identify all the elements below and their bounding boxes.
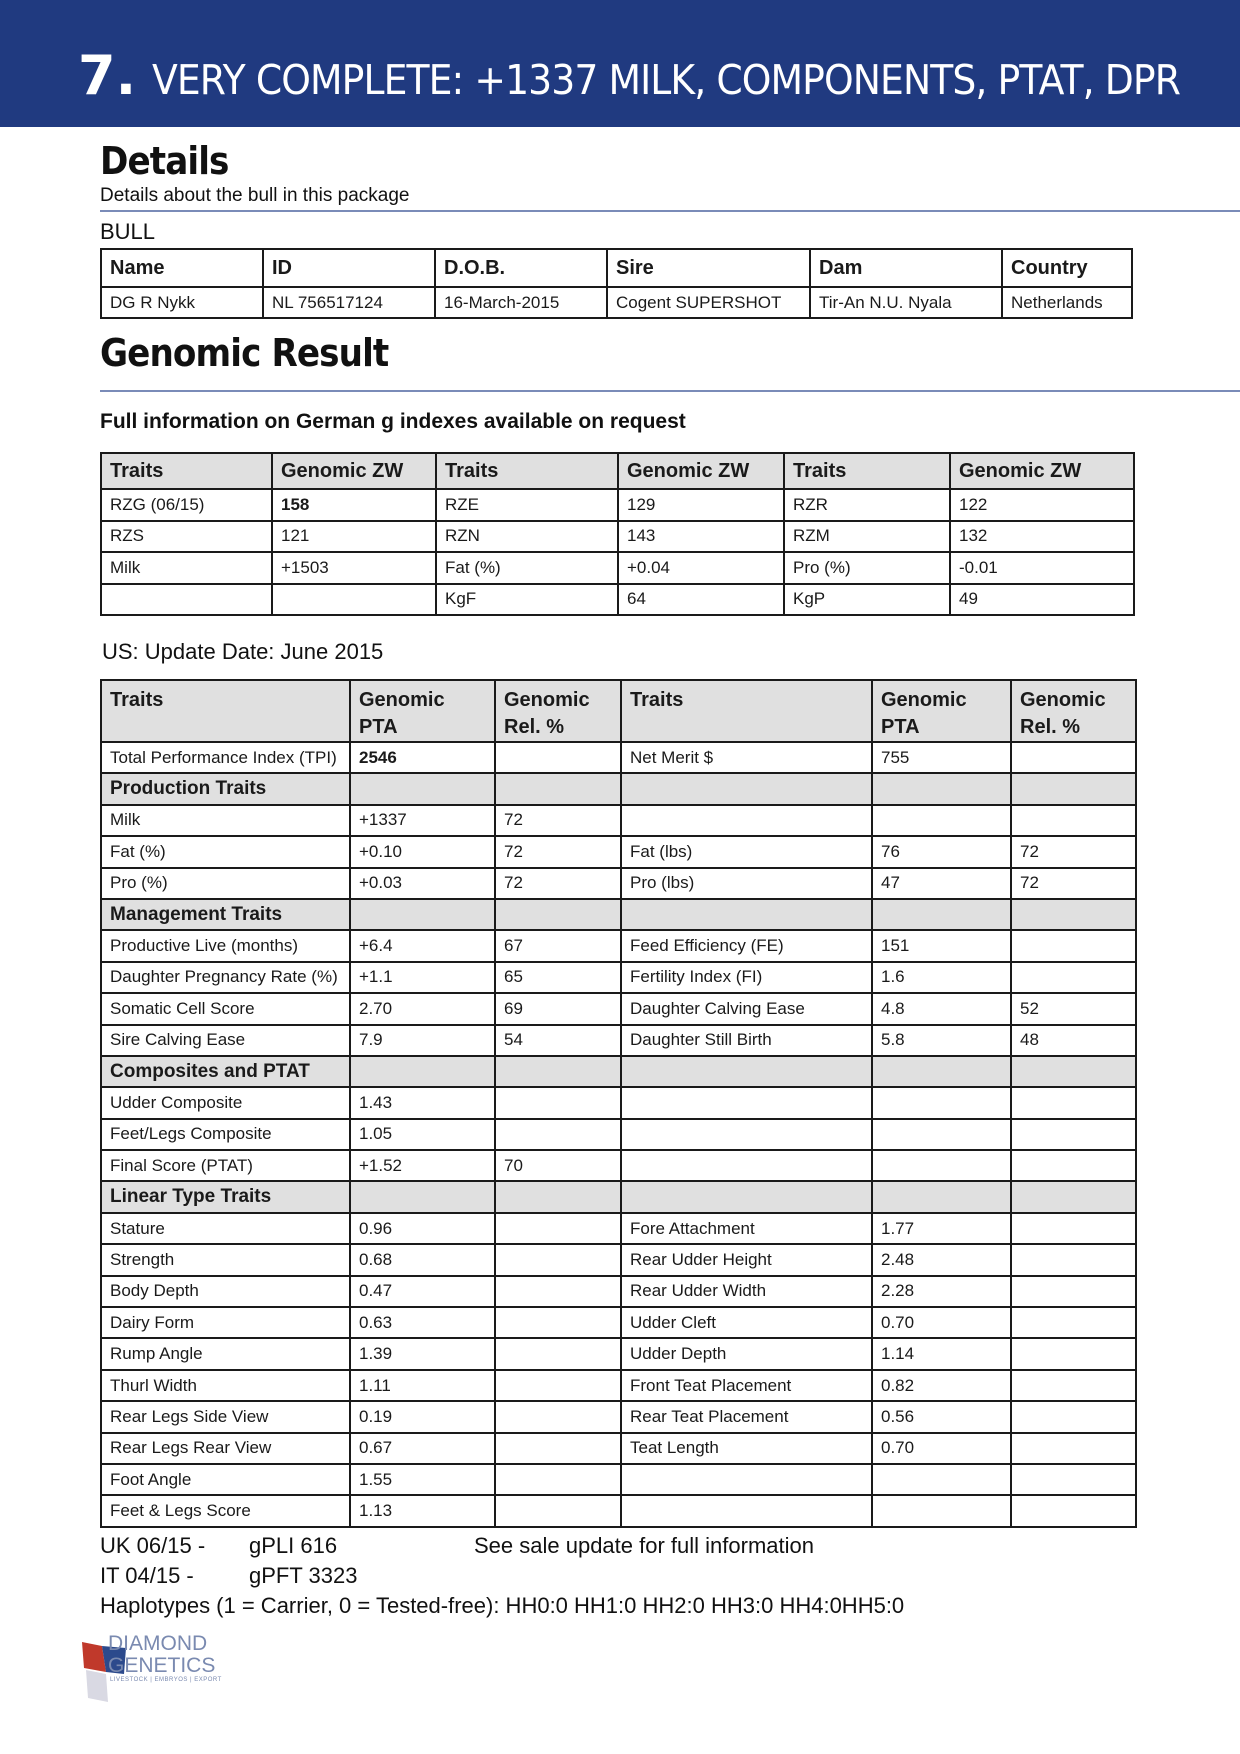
table-cell: RZN (436, 521, 618, 553)
table-cell: 1.43 (350, 1087, 495, 1118)
table-row (101, 836, 1136, 867)
table-cell: Daughter Pregnancy Rate (%) (101, 962, 350, 993)
table-cell (495, 1401, 621, 1432)
table-row (101, 1495, 1136, 1526)
details-subheading: Details about the bull in this package (100, 185, 410, 206)
table-cell (872, 1464, 1011, 1495)
table-cell (1011, 1464, 1136, 1495)
table-cell: Stature (101, 1213, 350, 1244)
bull-header-name: Name (101, 249, 263, 287)
table-cell: RZM (784, 521, 950, 553)
table-cell: 1.77 (872, 1213, 1011, 1244)
table-cell: 54 (495, 1025, 621, 1056)
table-cell (350, 1056, 495, 1087)
bull-table-row (101, 287, 1132, 318)
table-cell: Udder Cleft (621, 1307, 872, 1338)
table-row (101, 1150, 1136, 1181)
table-cell: 0.56 (872, 1401, 1011, 1432)
us-header: Traits (101, 680, 350, 742)
table-row (101, 489, 1134, 521)
table-cell (495, 1087, 621, 1118)
table-cell: Production Traits (101, 773, 350, 804)
table-cell: Milk (101, 552, 272, 584)
table-cell: -0.01 (950, 552, 1134, 584)
table-cell: +0.04 (618, 552, 784, 584)
table-cell: +1.1 (350, 962, 495, 993)
haplotypes: Haplotypes (1 = Carrier, 0 = Tested-free): HH0:0 HH1:0 HH2:0 HH3:0 HH4:0HH5:0 (100, 1593, 905, 1618)
table-cell: 143 (618, 521, 784, 553)
table-cell: Productive Live (months) (101, 930, 350, 961)
table-cell: 2.70 (350, 993, 495, 1024)
table-cell (621, 1464, 872, 1495)
table-cell: 0.82 (872, 1370, 1011, 1401)
table-row (101, 552, 1134, 584)
table-cell: RZR (784, 489, 950, 521)
bull-dob: 16-March-2015 (435, 287, 607, 318)
table-cell: Sire Calving Ease (101, 1025, 350, 1056)
table-cell: Daughter Still Birth (621, 1025, 872, 1056)
logo-line1: DIAMOND (108, 1632, 208, 1655)
table-cell: 64 (618, 584, 784, 616)
table-cell: Fertility Index (FI) (621, 962, 872, 993)
table-cell: 121 (272, 521, 436, 553)
table-cell (621, 1495, 872, 1526)
table-cell (495, 899, 621, 930)
table-cell (1011, 1338, 1136, 1369)
bull-header-id: ID (263, 249, 435, 287)
table-cell: 122 (950, 489, 1134, 521)
table-cell (1011, 1244, 1136, 1275)
table-cell (872, 773, 1011, 804)
us-header: Genomic Rel. % (495, 680, 621, 742)
table-row (101, 1433, 1136, 1464)
table-row (101, 993, 1136, 1024)
table-cell: Milk (101, 805, 350, 836)
us-header: Traits (621, 680, 872, 742)
header-number: 7. (78, 44, 137, 107)
table-cell (495, 1433, 621, 1464)
table-cell: 0.47 (350, 1276, 495, 1307)
table-cell: 0.96 (350, 1213, 495, 1244)
details-heading: Details (100, 139, 229, 183)
table-cell: Linear Type Traits (101, 1181, 350, 1212)
table-cell: 1.6 (872, 962, 1011, 993)
table-cell: Feet/Legs Composite (101, 1119, 350, 1150)
table-cell: 72 (495, 805, 621, 836)
table-cell: 5.8 (872, 1025, 1011, 1056)
sale-note: See sale update for full information (474, 1533, 814, 1558)
table-cell: Thurl Width (101, 1370, 350, 1401)
table-cell: RZS (101, 521, 272, 553)
table-cell (872, 1087, 1011, 1118)
table-cell (101, 584, 272, 616)
bull-header-dam: Dam (810, 249, 1002, 287)
table-cell: 76 (872, 836, 1011, 867)
table-cell: 132 (950, 521, 1134, 553)
german-table-header-row (101, 453, 1134, 489)
table-row (101, 1370, 1136, 1401)
table-cell: +1337 (350, 805, 495, 836)
table-cell: Pro (lbs) (621, 868, 872, 899)
table-cell: 0.63 (350, 1307, 495, 1338)
table-cell (1011, 899, 1136, 930)
table-cell (621, 1150, 872, 1181)
table-cell: Udder Depth (621, 1338, 872, 1369)
table-cell (621, 773, 872, 804)
uk-value: gPLI 616 (249, 1533, 338, 1558)
table-cell (872, 899, 1011, 930)
de-header: Traits (101, 453, 272, 489)
bull-id: NL 756517124 (263, 287, 435, 318)
details-rule (100, 210, 1240, 212)
table-cell (1011, 1150, 1136, 1181)
table-cell: 1.13 (350, 1495, 495, 1526)
table-cell: Total Performance Index (TPI) (101, 742, 350, 773)
table-cell (872, 1056, 1011, 1087)
table-cell: Pro (%) (784, 552, 950, 584)
table-cell: 1.05 (350, 1119, 495, 1150)
table-cell: 1.11 (350, 1370, 495, 1401)
header-title: VERY COMPLETE: +1337 MILK, COMPONENTS, PTAT, DPR (152, 56, 1181, 104)
table-cell: Rear Legs Side View (101, 1401, 350, 1432)
table-cell: Dairy Form (101, 1307, 350, 1338)
table-row (101, 805, 1136, 836)
table-cell (1011, 930, 1136, 961)
table-cell: Rear Udder Height (621, 1244, 872, 1275)
table-cell: Somatic Cell Score (101, 993, 350, 1024)
table-cell (495, 1464, 621, 1495)
table-cell: 72 (495, 868, 621, 899)
genomic-heading: Genomic Result (100, 331, 389, 375)
table-cell: +6.4 (350, 930, 495, 961)
bull-label: BULL (100, 219, 156, 244)
table-cell (495, 1370, 621, 1401)
table-cell: Front Teat Placement (621, 1370, 872, 1401)
table-cell (1011, 1307, 1136, 1338)
bull-header-dob: D.O.B. (435, 249, 607, 287)
table-cell: Rear Teat Placement (621, 1401, 872, 1432)
german-note: Full information on German g indexes available on request (100, 410, 686, 433)
de-header: Traits (784, 453, 950, 489)
table-row (101, 521, 1134, 553)
table-cell: Fore Attachment (621, 1213, 872, 1244)
bull-header-sire: Sire (607, 249, 810, 287)
table-cell: Fat (%) (436, 552, 618, 584)
table-cell: Net Merit $ (621, 742, 872, 773)
table-cell (621, 805, 872, 836)
table-cell (1011, 1370, 1136, 1401)
table-cell: 70 (495, 1150, 621, 1181)
bull-name: DG R Nykk (101, 287, 263, 318)
table-row (101, 1464, 1136, 1495)
table-cell (621, 1056, 872, 1087)
table-cell: Strength (101, 1244, 350, 1275)
table-cell: Feet & Legs Score (101, 1495, 350, 1526)
table-cell: Foot Angle (101, 1464, 350, 1495)
table-cell: 47 (872, 868, 1011, 899)
table-cell: 52 (1011, 993, 1136, 1024)
table-row (101, 584, 1134, 616)
table-cell (1011, 1433, 1136, 1464)
table-cell (495, 773, 621, 804)
table-cell: 67 (495, 930, 621, 961)
logo-line2: GENETICS (108, 1654, 216, 1677)
us-header: Genomic Rel. % (1011, 680, 1136, 742)
table-row (101, 1025, 1136, 1056)
table-cell (621, 1119, 872, 1150)
table-cell: Body Depth (101, 1276, 350, 1307)
table-cell (872, 805, 1011, 836)
section-row (101, 899, 1136, 930)
bull-sire: Cogent SUPERSHOT (607, 287, 810, 318)
bull-header-country: Country (1002, 249, 1132, 287)
table-cell (1011, 1119, 1136, 1150)
uk-label: UK 06/15 - (100, 1533, 206, 1558)
table-cell: 72 (1011, 868, 1136, 899)
table-cell: 2546 (350, 742, 495, 773)
table-cell (495, 742, 621, 773)
logo-grey-shape (86, 1670, 108, 1702)
table-cell (495, 1119, 621, 1150)
us-header: Genomic PTA (350, 680, 495, 742)
table-cell: 2.28 (872, 1276, 1011, 1307)
us-table-header-row (101, 680, 1136, 742)
section-row (101, 1056, 1136, 1087)
de-header: Genomic ZW (618, 453, 784, 489)
table-cell: 0.68 (350, 1244, 495, 1275)
table-cell: +1.52 (350, 1150, 495, 1181)
section-row (101, 773, 1136, 804)
table-cell: +0.03 (350, 868, 495, 899)
table-cell (1011, 742, 1136, 773)
de-header: Traits (436, 453, 618, 489)
table-row (101, 1213, 1136, 1244)
table-cell: 48 (1011, 1025, 1136, 1056)
table-cell (495, 1338, 621, 1369)
us-genomic-table (100, 679, 1137, 1528)
section-row (101, 1181, 1136, 1212)
table-cell: +1503 (272, 552, 436, 584)
table-cell (1011, 1087, 1136, 1118)
de-header: Genomic ZW (272, 453, 436, 489)
bull-table-header-row (101, 249, 1132, 287)
table-cell: 0.70 (872, 1307, 1011, 1338)
table-cell (495, 1495, 621, 1526)
table-cell (1011, 1401, 1136, 1432)
it-label: IT 04/15 - (100, 1563, 194, 1588)
table-cell (1011, 1276, 1136, 1307)
table-cell (872, 1181, 1011, 1212)
table-row (101, 930, 1136, 961)
german-index-table (100, 452, 1135, 616)
table-cell (1011, 1056, 1136, 1087)
table-row (101, 1119, 1136, 1150)
table-cell: 72 (1011, 836, 1136, 867)
table-cell: Final Score (PTAT) (101, 1150, 350, 1181)
table-cell: Composites and PTAT (101, 1056, 350, 1087)
table-cell (1011, 805, 1136, 836)
table-cell: Fat (lbs) (621, 836, 872, 867)
bull-country: Netherlands (1002, 287, 1132, 318)
table-cell: 0.67 (350, 1433, 495, 1464)
table-cell: RZG (06/15) (101, 489, 272, 521)
table-cell (621, 1087, 872, 1118)
table-cell: 65 (495, 962, 621, 993)
table-cell (350, 773, 495, 804)
table-cell: Pro (%) (101, 868, 350, 899)
table-row (101, 962, 1136, 993)
table-row (101, 1307, 1136, 1338)
table-row (101, 1401, 1136, 1432)
de-header: Genomic ZW (950, 453, 1134, 489)
table-cell: 72 (495, 836, 621, 867)
table-cell (350, 899, 495, 930)
table-cell: Rear Legs Rear View (101, 1433, 350, 1464)
table-cell (872, 1150, 1011, 1181)
table-cell (1011, 1213, 1136, 1244)
table-cell: 2.48 (872, 1244, 1011, 1275)
us-header: Genomic PTA (872, 680, 1011, 742)
table-cell: Rear Udder Width (621, 1276, 872, 1307)
table-cell (495, 1276, 621, 1307)
table-cell: 129 (618, 489, 784, 521)
table-cell (495, 1244, 621, 1275)
table-cell: +0.10 (350, 836, 495, 867)
table-row (101, 1338, 1136, 1369)
table-cell: Udder Composite (101, 1087, 350, 1118)
table-cell: RZE (436, 489, 618, 521)
table-cell: 1.55 (350, 1464, 495, 1495)
us-update-label: US: Update Date: June 2015 (102, 639, 384, 664)
table-cell (1011, 1495, 1136, 1526)
table-cell (350, 1181, 495, 1212)
table-cell: Fat (%) (101, 836, 350, 867)
table-cell: 1.39 (350, 1338, 495, 1369)
table-cell (621, 899, 872, 930)
table-cell (1011, 773, 1136, 804)
table-cell: Teat Length (621, 1433, 872, 1464)
table-cell: 0.70 (872, 1433, 1011, 1464)
logo-tagline: LIVESTOCK | EMBRYOS | EXPORT (110, 1677, 222, 1683)
table-cell (495, 1056, 621, 1087)
table-cell: Daughter Calving Ease (621, 993, 872, 1024)
table-cell (621, 1181, 872, 1212)
table-cell: KgF (436, 584, 618, 616)
table-cell: KgP (784, 584, 950, 616)
table-cell: 151 (872, 930, 1011, 961)
table-cell (872, 1119, 1011, 1150)
bull-dam: Tir-An N.U. Nyala (810, 287, 1002, 318)
table-row (101, 742, 1136, 773)
table-row (101, 1087, 1136, 1118)
table-cell: 1.14 (872, 1338, 1011, 1369)
it-value: gPFT 3323 (249, 1563, 358, 1588)
table-cell (495, 1213, 621, 1244)
table-cell: Feed Efficiency (FE) (621, 930, 872, 961)
table-cell (495, 1307, 621, 1338)
table-cell: Rump Angle (101, 1338, 350, 1369)
table-cell: Management Traits (101, 899, 350, 930)
table-row (101, 1276, 1136, 1307)
table-cell: 755 (872, 742, 1011, 773)
table-cell: 158 (272, 489, 436, 521)
table-cell (495, 1181, 621, 1212)
table-cell: 7.9 (350, 1025, 495, 1056)
table-cell (1011, 962, 1136, 993)
table-cell: 0.19 (350, 1401, 495, 1432)
table-cell: 49 (950, 584, 1134, 616)
table-cell: 4.8 (872, 993, 1011, 1024)
bull-table (100, 248, 1133, 319)
table-cell (272, 584, 436, 616)
genomic-rule (100, 390, 1240, 392)
table-cell (872, 1495, 1011, 1526)
table-row (101, 868, 1136, 899)
table-cell (1011, 1181, 1136, 1212)
table-row (101, 1244, 1136, 1275)
table-cell: 69 (495, 993, 621, 1024)
